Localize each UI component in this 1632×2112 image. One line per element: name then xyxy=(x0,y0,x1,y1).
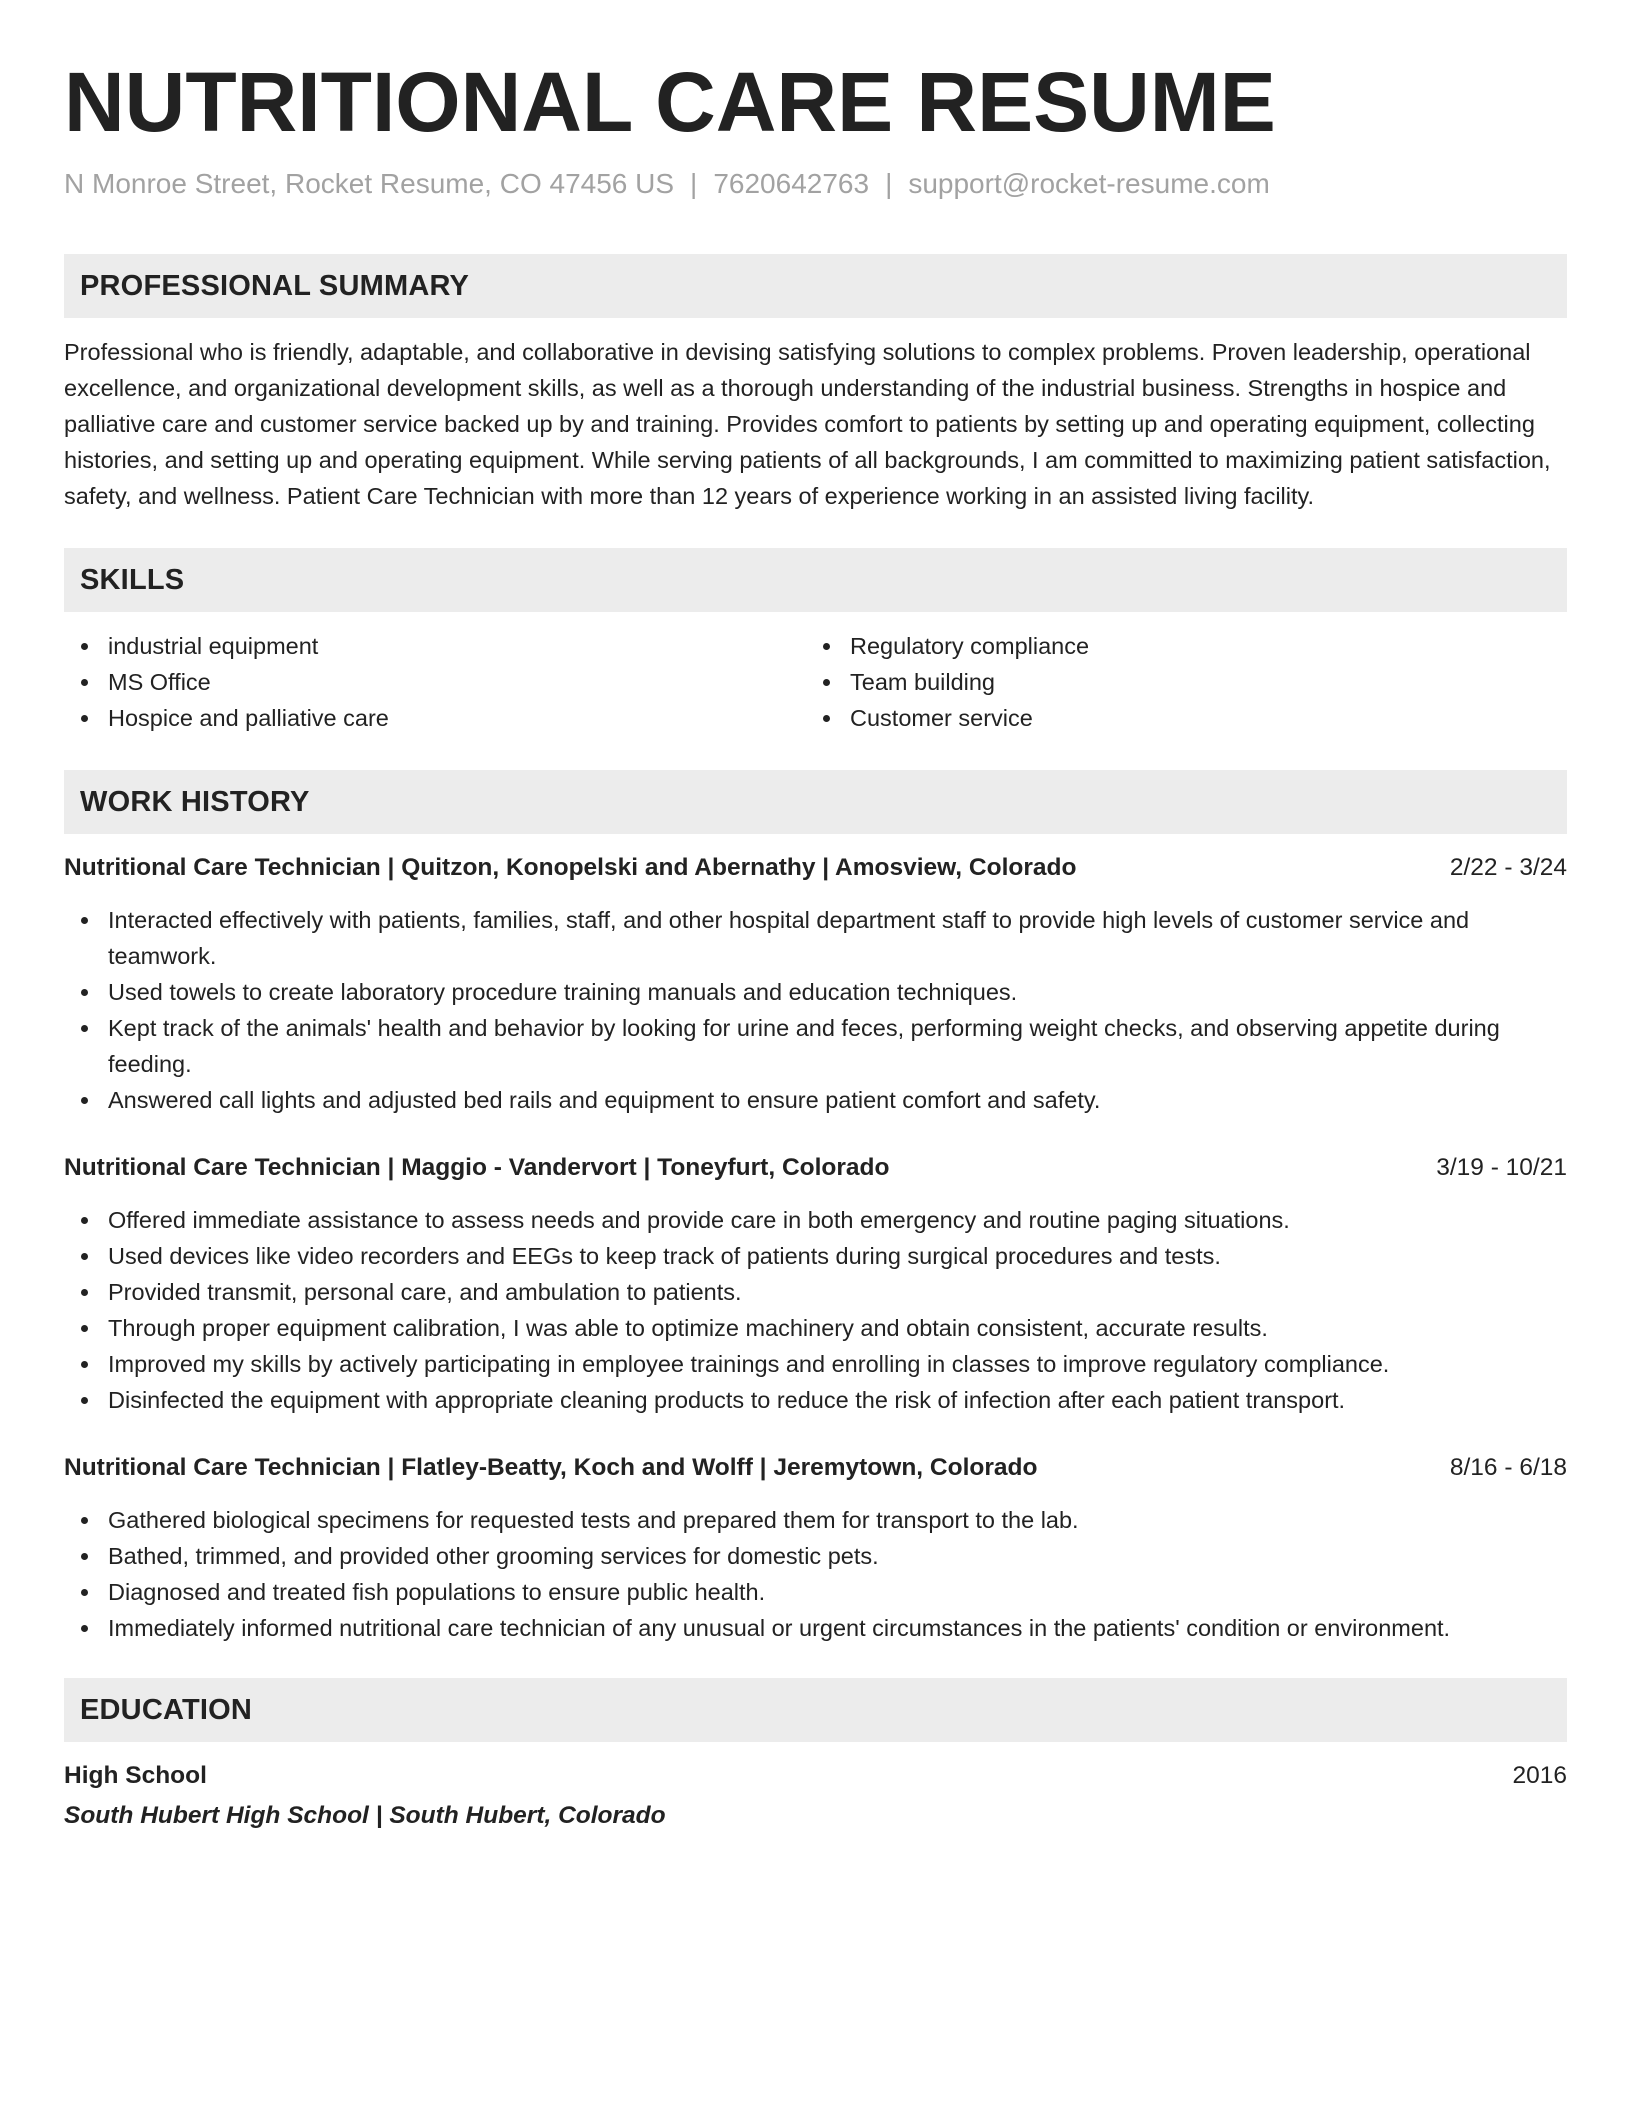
section-title-work-history: WORK HISTORY xyxy=(80,785,310,818)
job-bullet: Bathed, trimmed, and provided other grooming services for domestic pets. xyxy=(64,1538,1567,1574)
contact-email: support@rocket-resume.com xyxy=(908,168,1270,199)
job-bullet: Disinfected the equipment with appropriate cleaning products to reduce the risk of infection after each patient transport. xyxy=(64,1382,1567,1418)
skills-column-right xyxy=(806,628,1548,736)
job-entry xyxy=(64,1150,1567,1418)
job-bullet: Used towels to create laboratory procedure training manuals and education techniques. xyxy=(64,974,1567,1010)
skills-column-left xyxy=(64,628,806,736)
skills-grid xyxy=(64,628,1567,736)
skill-item: Hospice and palliative care xyxy=(64,700,806,736)
skill-item: Regulatory compliance xyxy=(806,628,1548,664)
job-header xyxy=(64,1150,1567,1186)
job-bullet: Offered immediate assistance to assess needs and provide care in both emergency and routine paging situations. xyxy=(64,1202,1567,1238)
contact-phone: 7620642763 xyxy=(713,168,870,199)
summary-text: Professional who is friendly, adaptable, and collaborative in devising satisfying solutions to complex problems. Proven leadership, operational excellence, and organizational development skills, as well as a thorough understanding of the industrial business. Strengths in hospice and palliative care and customer service backed up by and training. Provides comfort to patients by setting up and operating equipment, collecting histories, and setting up and operating equipment. While serving patients of all backgrounds, I am committed to maximizing patient satisfaction, safety, and wellness. Patient Care Technician with more than 12 years of experience working in an assisted living facility. xyxy=(64,339,1551,509)
job-date: 8/16 - 6/18 xyxy=(1449,1454,1567,1481)
job-title: Nutritional Care Technician | Quitzon, Konopelski and Abernathy | Amosview, Colorado xyxy=(64,854,1077,881)
section-header-summary xyxy=(64,254,1567,318)
job-entry xyxy=(64,850,1567,1118)
job-header xyxy=(64,1450,1567,1486)
skill-item: Team building xyxy=(806,664,1548,700)
resume-name: NUTRITIONAL CARE RESUME xyxy=(64,55,1276,149)
section-title-education: EDUCATION xyxy=(80,1693,253,1726)
skill-item: MS Office xyxy=(64,664,806,700)
job-bullets xyxy=(64,1502,1567,1646)
skill-item: industrial equipment xyxy=(64,628,806,664)
job-bullet: Used devices like video recorders and EEGs to keep track of patients during surgical procedures and tests. xyxy=(64,1238,1567,1274)
job-title: Nutritional Care Technician | Flatley-Beatty, Koch and Wolff | Jeremytown, Colorado xyxy=(64,1454,1038,1481)
education-degree: High School xyxy=(64,1762,207,1789)
job-entry xyxy=(64,1450,1567,1646)
job-bullets xyxy=(64,1202,1567,1418)
job-bullet: Answered call lights and adjusted bed rails and equipment to ensure patient comfort and safety. xyxy=(64,1082,1567,1118)
job-bullet: Diagnosed and treated fish populations to ensure public health. xyxy=(64,1574,1567,1610)
section-header-skills xyxy=(64,548,1567,612)
job-bullet: Provided transmit, personal care, and ambulation to patients. xyxy=(64,1274,1567,1310)
contact-separator: | xyxy=(885,168,893,199)
contact-separator: | xyxy=(690,168,698,199)
contact-line xyxy=(64,166,1567,202)
job-bullets xyxy=(64,902,1567,1118)
job-bullet: Immediately informed nutritional care technician of any unusual or urgent circumstances in the patients' condition or environment. xyxy=(64,1610,1567,1646)
section-title-summary: PROFESSIONAL SUMMARY xyxy=(80,269,470,302)
education-year: 2016 xyxy=(1512,1762,1567,1789)
section-header-education xyxy=(64,1678,1567,1742)
job-bullet: Improved my skills by actively participating in employee trainings and enrolling in classes to improve regulatory compliance. xyxy=(64,1346,1567,1382)
job-header xyxy=(64,850,1567,886)
contact-address: N Monroe Street, Rocket Resume, CO 47456 US xyxy=(64,168,675,199)
education-entry xyxy=(64,1758,1567,1834)
resume-page xyxy=(64,52,1567,1834)
job-bullet: Interacted effectively with patients, families, staff, and other hospital department staff to provide high levels of customer service and teamwork. xyxy=(64,902,1567,974)
job-title: Nutritional Care Technician | Maggio - Vandervort | Toneyfurt, Colorado xyxy=(64,1154,890,1181)
job-bullet: Gathered biological specimens for requested tests and prepared them for transport to the lab. xyxy=(64,1502,1567,1538)
education-school: South Hubert High School | South Hubert, Colorado xyxy=(64,1802,666,1829)
job-date: 3/19 - 10/21 xyxy=(1436,1154,1567,1181)
job-bullet: Kept track of the animals' health and behavior by looking for urine and feces, performing weight checks, and observing appetite during feeding. xyxy=(64,1010,1567,1082)
section-title-skills: SKILLS xyxy=(80,563,185,596)
job-date: 2/22 - 3/24 xyxy=(1449,854,1567,881)
job-bullet: Through proper equipment calibration, I was able to optimize machinery and obtain consistent, accurate results. xyxy=(64,1310,1567,1346)
education-header xyxy=(64,1758,1567,1794)
section-header-work-history xyxy=(64,770,1567,834)
skill-item: Customer service xyxy=(806,700,1548,736)
